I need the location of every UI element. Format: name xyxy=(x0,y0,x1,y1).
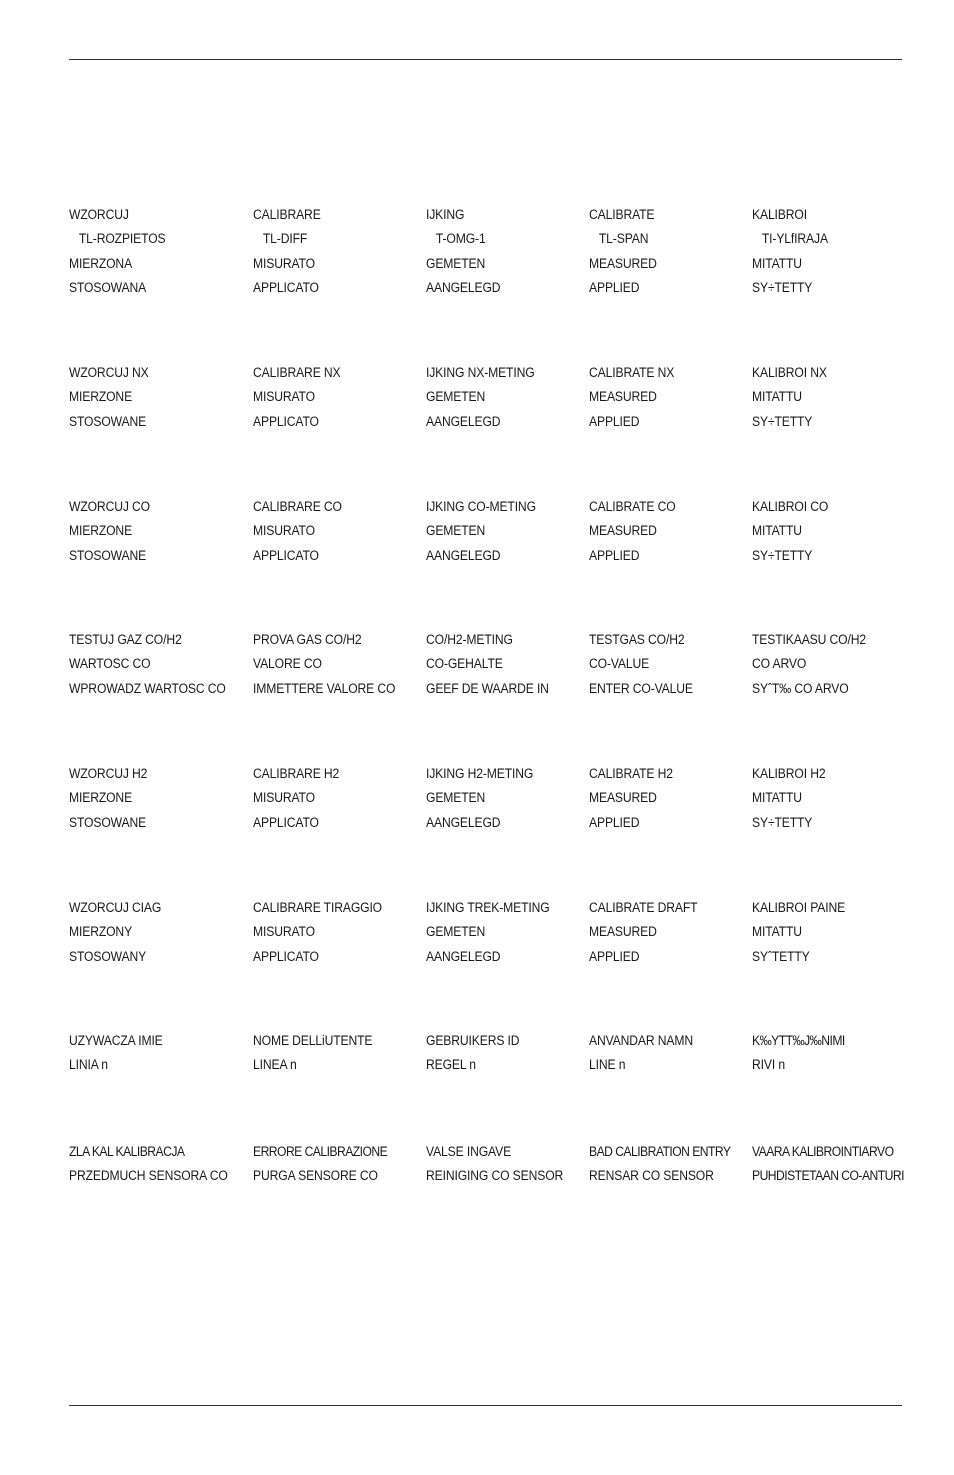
table-row xyxy=(0,949,954,973)
bottom-rule xyxy=(69,1405,902,1406)
cell-italian: ERRORE CALIBRAZIONE xyxy=(253,1144,388,1159)
table-row xyxy=(0,766,954,790)
cell-finnish: K‰YTT‰J‰NIMI xyxy=(752,1033,845,1048)
cell-english: APPLIED xyxy=(589,413,640,429)
cell-italian: MISURATO xyxy=(253,255,315,271)
cell-english: MEASURED xyxy=(589,523,657,539)
cell-finnish: MITATTU xyxy=(752,523,802,539)
cell-english: TESTGAS CO/H2 xyxy=(589,632,685,647)
message-group-calibrate-co xyxy=(0,499,954,572)
cell-finnish: KALIBROI CO xyxy=(752,499,829,514)
table-row xyxy=(0,231,954,255)
cell-polish: STOSOWANA xyxy=(69,279,147,295)
cell-polish: MIERZONE xyxy=(69,790,133,806)
cell-finnish: MITATTU xyxy=(752,389,802,405)
cell-polish: TL-ROZPIETOS xyxy=(78,231,166,247)
cell-dutch: AANGELEGD xyxy=(426,948,501,964)
cell-finnish: RIVI n xyxy=(752,1057,785,1073)
cell-dutch: AANGELEGD xyxy=(426,547,501,563)
cell-dutch: GEMETEN xyxy=(426,255,486,271)
cell-finnish: KALIBROI NX xyxy=(752,365,827,380)
cell-italian: CALIBRARE CO xyxy=(253,499,342,514)
cell-dutch: IJKING CO-METING xyxy=(426,499,536,514)
cell-finnish: MITATTU xyxy=(752,924,802,940)
cell-english: RENSAR CO SENSOR xyxy=(589,1168,714,1184)
cell-dutch: CO/H2-METING xyxy=(426,632,513,647)
cell-dutch: IJKING H2-METING xyxy=(426,766,534,781)
message-group-calibrate-tl xyxy=(0,207,954,304)
cell-finnish: SY÷TETTY xyxy=(752,413,813,429)
cell-dutch: GEMETEN xyxy=(426,389,486,405)
cell-finnish: PUHDISTETAAN CO-ANTURI xyxy=(752,1168,904,1184)
cell-dutch: T-OMG-1 xyxy=(435,231,486,247)
cell-italian: APPLICATO xyxy=(253,413,319,429)
cell-english: APPLIED xyxy=(589,279,640,295)
table-row xyxy=(0,1168,954,1192)
cell-finnish: TI-YLfIRAJA xyxy=(761,231,828,247)
cell-polish: STOSOWANE xyxy=(69,547,147,563)
cell-italian: NOME DELLiUTENTE xyxy=(253,1033,373,1048)
cell-dutch: AANGELEGD xyxy=(426,279,501,295)
cell-english: BAD CALIBRATION ENTRY xyxy=(589,1144,731,1159)
cell-english: CALIBRATE H2 xyxy=(589,766,673,781)
cell-english: CALIBRATE xyxy=(589,207,655,222)
table-row xyxy=(0,280,954,304)
cell-polish: LINIA n xyxy=(69,1057,108,1073)
cell-english: APPLIED xyxy=(589,814,640,830)
cell-italian: APPLICATO xyxy=(253,814,319,830)
cell-italian: MISURATO xyxy=(253,924,315,940)
message-group-bad-calibration xyxy=(0,1144,954,1193)
cell-english: APPLIED xyxy=(589,547,640,563)
cell-dutch: GEMETEN xyxy=(426,523,486,539)
cell-english: ANVANDAR NAMN xyxy=(589,1033,694,1048)
cell-finnish: KALIBROI H2 xyxy=(752,766,826,781)
table-row xyxy=(0,1057,954,1081)
cell-italian: APPLICATO xyxy=(253,547,319,563)
cell-english: CALIBRATE NX xyxy=(589,365,675,380)
cell-polish: WZORCUJ CIAG xyxy=(69,900,162,915)
cell-polish: MIERZONY xyxy=(69,924,133,940)
cell-italian: MISURATO xyxy=(253,389,315,405)
cell-dutch: GEBRUIKERS ID xyxy=(426,1033,520,1048)
cell-italian: MISURATO xyxy=(253,790,315,806)
table-row xyxy=(0,548,954,572)
message-group-calibrate-nx xyxy=(0,365,954,438)
cell-polish: WZORCUJ H2 xyxy=(69,766,148,781)
cell-polish: MIERZONE xyxy=(69,389,133,405)
top-rule xyxy=(69,59,902,60)
cell-italian: APPLICATO xyxy=(253,948,319,964)
table-row xyxy=(0,365,954,389)
cell-finnish: TESTIKAASU CO/H2 xyxy=(752,632,866,647)
cell-english: CALIBRATE CO xyxy=(589,499,676,514)
cell-finnish: SY÷TETTY xyxy=(752,814,813,830)
cell-polish: WZORCUJ NX xyxy=(69,365,149,380)
cell-polish: WZORCUJ CO xyxy=(69,499,150,514)
cell-dutch: CO-GEHALTE xyxy=(426,656,503,672)
cell-dutch: IJKING xyxy=(426,207,465,222)
cell-dutch: GEMETEN xyxy=(426,790,486,806)
cell-polish: ZLA KAL KALIBRACJA xyxy=(69,1144,185,1159)
table-row xyxy=(0,256,954,280)
cell-english: CALIBRATE DRAFT xyxy=(589,900,698,915)
table-row xyxy=(0,681,954,705)
cell-polish: PRZEDMUCH SENSORA CO xyxy=(69,1168,228,1184)
cell-polish: WZORCUJ xyxy=(69,207,129,222)
cell-english: MEASURED xyxy=(589,255,657,271)
cell-italian: VALORE CO xyxy=(253,656,322,672)
table-row xyxy=(0,924,954,948)
cell-italian: CALIBRARE xyxy=(253,207,321,222)
table-row xyxy=(0,815,954,839)
cell-polish: WARTOSC CO xyxy=(69,656,151,672)
table-row xyxy=(0,900,954,924)
cell-finnish: SYˆTETTY xyxy=(752,948,810,964)
table-row xyxy=(0,207,954,231)
cell-polish: MIERZONA xyxy=(69,255,133,271)
cell-polish: STOSOWANY xyxy=(69,948,147,964)
cell-finnish: KALIBROI xyxy=(752,207,807,222)
cell-polish: UZYWACZA IMIE xyxy=(69,1033,163,1048)
cell-italian: TL-DIFF xyxy=(262,231,308,247)
cell-italian: APPLICATO xyxy=(253,279,319,295)
cell-finnish: SYˆT‰ CO ARVO xyxy=(752,680,849,696)
cell-finnish: SY÷TETTY xyxy=(752,547,813,563)
cell-italian: IMMETTERE VALORE CO xyxy=(253,680,396,696)
cell-finnish: MITATTU xyxy=(752,790,802,806)
message-group-user-name xyxy=(0,1033,954,1082)
cell-english: APPLIED xyxy=(589,948,640,964)
table-row xyxy=(0,1144,954,1168)
table-row xyxy=(0,499,954,523)
table-row xyxy=(0,389,954,413)
table-row xyxy=(0,656,954,680)
message-group-test-gas xyxy=(0,632,954,705)
cell-finnish: MITATTU xyxy=(752,255,802,271)
cell-finnish: CO ARVO xyxy=(752,656,807,672)
cell-english: ENTER CO-VALUE xyxy=(589,680,693,696)
message-group-calibrate-draft xyxy=(0,900,954,973)
cell-dutch: IJKING TREK-METING xyxy=(426,900,550,915)
cell-english: MEASURED xyxy=(589,924,657,940)
cell-finnish: KALIBROI PAINE xyxy=(752,900,846,915)
cell-dutch: AANGELEGD xyxy=(426,814,501,830)
cell-dutch: AANGELEGD xyxy=(426,413,501,429)
cell-dutch: VALSE INGAVE xyxy=(426,1144,512,1159)
cell-italian: CALIBRARE NX xyxy=(253,365,341,380)
cell-dutch: IJKING NX-METING xyxy=(426,365,535,380)
table-row xyxy=(0,414,954,438)
cell-italian: LINEA n xyxy=(253,1057,297,1073)
cell-polish: WPROWADZ WARTOSC CO xyxy=(69,680,226,696)
cell-dutch: REINIGING CO SENSOR xyxy=(426,1168,564,1184)
cell-polish: TESTUJ GAZ CO/H2 xyxy=(69,632,182,647)
cell-italian: MISURATO xyxy=(253,523,315,539)
table-row xyxy=(0,523,954,547)
message-group-calibrate-h2 xyxy=(0,766,954,839)
cell-english: MEASURED xyxy=(589,790,657,806)
cell-italian: PROVA GAS CO/H2 xyxy=(253,632,362,647)
cell-dutch: GEEF DE WAARDE IN xyxy=(426,680,549,696)
table-row xyxy=(0,1033,954,1057)
cell-english: TL-SPAN xyxy=(598,231,649,247)
cell-english: MEASURED xyxy=(589,389,657,405)
cell-english: CO-VALUE xyxy=(589,656,650,672)
cell-english: LINE n xyxy=(589,1057,626,1073)
cell-italian: CALIBRARE H2 xyxy=(253,766,340,781)
cell-italian: CALIBRARE TIRAGGIO xyxy=(253,900,383,915)
cell-italian: PURGA SENSORE CO xyxy=(253,1168,378,1184)
cell-polish: MIERZONE xyxy=(69,523,133,539)
cell-finnish: VAARA KALIBROINTIARVO xyxy=(752,1144,894,1159)
cell-polish: STOSOWANE xyxy=(69,814,147,830)
cell-dutch: GEMETEN xyxy=(426,924,486,940)
table-row xyxy=(0,790,954,814)
cell-dutch: REGEL n xyxy=(426,1057,476,1073)
cell-polish: STOSOWANE xyxy=(69,413,147,429)
table-row xyxy=(0,632,954,656)
cell-finnish: SY÷TETTY xyxy=(752,279,813,295)
